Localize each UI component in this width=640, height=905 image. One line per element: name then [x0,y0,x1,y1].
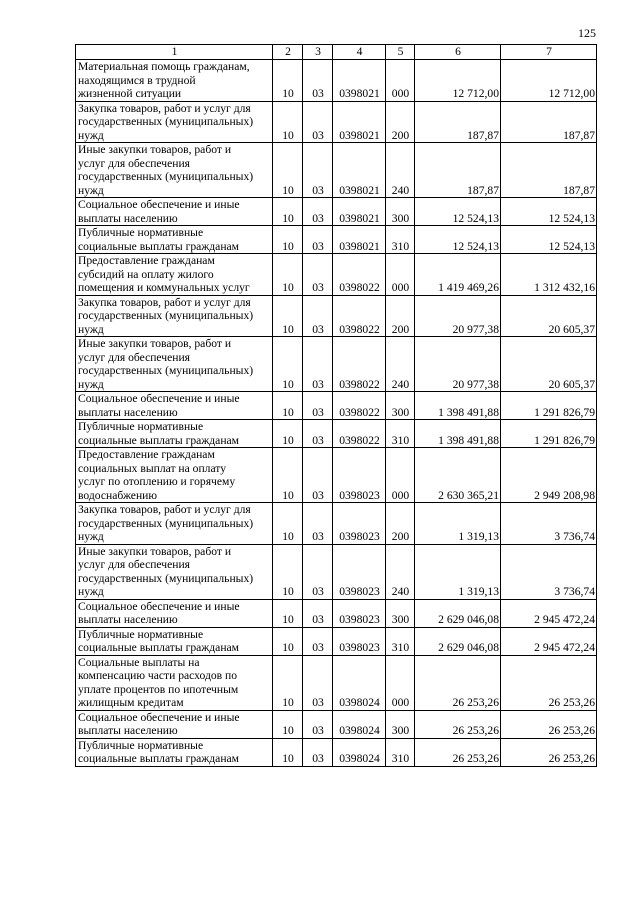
section-code-cell: 10 [273,448,303,503]
target-article-cell: 0398023 [333,448,386,503]
amount-col6-cell: 12 524,13 [415,226,501,254]
expense-type-cell: 300 [386,198,415,226]
table-row [76,143,597,198]
subsection-code-cell: 03 [303,226,333,254]
amount-col6-cell: 26 253,26 [415,710,501,738]
expense-type-cell: 310 [386,226,415,254]
target-article-cell: 0398024 [333,738,386,766]
amount-col6-cell: 2 629 046,08 [415,599,501,627]
subsection-code-cell: 03 [303,101,333,143]
table-row [76,503,597,545]
section-code-cell: 10 [273,503,303,545]
amount-col7-cell: 26 253,26 [501,655,597,710]
amount-col7-cell: 12 712,00 [501,60,597,102]
section-code-cell: 10 [273,101,303,143]
amount-col7-cell: 187,87 [501,143,597,198]
target-article-cell: 0398021 [333,143,386,198]
expense-type-cell: 200 [386,101,415,143]
amount-col6-cell: 12 524,13 [415,198,501,226]
amount-col6-cell: 20 977,38 [415,295,501,337]
target-article-cell: 0398022 [333,420,386,448]
row-name-cell: Иные закупки товаров, работ и услуг для обеспечения государственных (муниципальных) нужд [76,143,273,198]
target-article-cell: 0398023 [333,544,386,599]
amount-col6-cell: 187,87 [415,143,501,198]
subsection-code-cell: 03 [303,60,333,102]
amount-col7-cell: 1 291 826,79 [501,392,597,420]
subsection-code-cell: 03 [303,198,333,226]
row-name-cell: Закупка товаров, работ и услуг для государственных (муниципальных) нужд [76,101,273,143]
target-article-cell: 0398021 [333,101,386,143]
amount-col7-cell: 20 605,37 [501,295,597,337]
table-row [76,60,597,102]
column-header: 1 [76,45,273,60]
target-article-cell: 0398022 [333,392,386,420]
table-row [76,655,597,710]
expense-type-cell: 240 [386,544,415,599]
page-number: 125 [578,26,596,40]
table-row [76,448,597,503]
row-name-cell: Материальная помощь гражданам, находящимся в трудной жизненной ситуации [76,60,273,102]
expense-type-cell: 000 [386,254,415,296]
row-name-cell: Социальное обеспечение и иные выплаты населению [76,392,273,420]
subsection-code-cell: 03 [303,738,333,766]
table-row [76,710,597,738]
section-code-cell: 10 [273,599,303,627]
row-name-cell: Социальные выплаты на компенсацию части расходов по уплате процентов по ипотечным жилищным кредитам [76,655,273,710]
subsection-code-cell: 03 [303,392,333,420]
amount-col6-cell: 26 253,26 [415,738,501,766]
section-code-cell: 10 [273,337,303,392]
subsection-code-cell: 03 [303,295,333,337]
expense-type-cell: 200 [386,295,415,337]
amount-col7-cell: 20 605,37 [501,337,597,392]
expense-type-cell: 240 [386,143,415,198]
table-row [76,101,597,143]
expense-type-cell: 300 [386,392,415,420]
amount-col7-cell: 26 253,26 [501,710,597,738]
row-name-cell: Публичные нормативные социальные выплаты гражданам [76,738,273,766]
expense-type-cell: 310 [386,738,415,766]
amount-col7-cell: 12 524,13 [501,226,597,254]
section-code-cell: 10 [273,710,303,738]
expense-type-cell: 310 [386,420,415,448]
table-row [76,627,597,655]
section-code-cell: 10 [273,295,303,337]
column-header: 2 [273,45,303,60]
section-code-cell: 10 [273,254,303,296]
expense-type-cell: 240 [386,337,415,392]
row-name-cell: Закупка товаров, работ и услуг для государственных (муниципальных) нужд [76,295,273,337]
table-row [76,295,597,337]
subsection-code-cell: 03 [303,337,333,392]
row-name-cell: Иные закупки товаров, работ и услуг для обеспечения государственных (муниципальных) нужд [76,544,273,599]
subsection-code-cell: 03 [303,655,333,710]
amount-col7-cell: 2 949 208,98 [501,448,597,503]
target-article-cell: 0398023 [333,599,386,627]
row-name-cell: Иные закупки товаров, работ и услуг для обеспечения государственных (муниципальных) нужд [76,337,273,392]
target-article-cell: 0398024 [333,655,386,710]
expense-type-cell: 300 [386,599,415,627]
table-row [76,226,597,254]
amount-col7-cell: 2 945 472,24 [501,599,597,627]
target-article-cell: 0398021 [333,198,386,226]
section-code-cell: 10 [273,226,303,254]
table-body [76,60,597,767]
row-name-cell: Публичные нормативные социальные выплаты гражданам [76,420,273,448]
section-code-cell: 10 [273,392,303,420]
target-article-cell: 0398023 [333,627,386,655]
table-row [76,254,597,296]
amount-col6-cell: 26 253,26 [415,655,501,710]
amount-col6-cell: 12 712,00 [415,60,501,102]
subsection-code-cell: 03 [303,143,333,198]
amount-col7-cell: 3 736,74 [501,544,597,599]
row-name-cell: Публичные нормативные социальные выплаты гражданам [76,226,273,254]
row-name-cell: Социальное обеспечение и иные выплаты населению [76,599,273,627]
amount-col6-cell: 1 419 469,26 [415,254,501,296]
table-row [76,544,597,599]
expense-type-cell: 000 [386,448,415,503]
table-row [76,738,597,766]
subsection-code-cell: 03 [303,599,333,627]
amount-col6-cell: 1 319,13 [415,503,501,545]
amount-col6-cell: 1 398 491,88 [415,420,501,448]
budget-table [75,44,597,767]
amount-col6-cell: 2 629 046,08 [415,627,501,655]
target-article-cell: 0398021 [333,60,386,102]
expense-type-cell: 000 [386,655,415,710]
column-header: 4 [333,45,386,60]
section-code-cell: 10 [273,143,303,198]
table-row [76,420,597,448]
section-code-cell: 10 [273,627,303,655]
amount-col6-cell: 2 630 365,21 [415,448,501,503]
column-header: 5 [386,45,415,60]
target-article-cell: 0398021 [333,226,386,254]
amount-col7-cell: 1 312 432,16 [501,254,597,296]
amount-col7-cell: 3 736,74 [501,503,597,545]
subsection-code-cell: 03 [303,254,333,296]
row-name-cell: Закупка товаров, работ и услуг для государственных (муниципальных) нужд [76,503,273,545]
target-article-cell: 0398022 [333,254,386,296]
table-row [76,198,597,226]
target-article-cell: 0398022 [333,337,386,392]
target-article-cell: 0398024 [333,710,386,738]
expense-type-cell: 300 [386,710,415,738]
section-code-cell: 10 [273,198,303,226]
row-name-cell: Публичные нормативные социальные выплаты гражданам [76,627,273,655]
row-name-cell: Предоставление гражданам субсидий на оплату жилого помещения и коммунальных услуг [76,254,273,296]
section-code-cell: 10 [273,738,303,766]
expense-type-cell: 200 [386,503,415,545]
table-row [76,337,597,392]
section-code-cell: 10 [273,655,303,710]
amount-col7-cell: 187,87 [501,101,597,143]
amount-col7-cell: 1 291 826,79 [501,420,597,448]
subsection-code-cell: 03 [303,710,333,738]
amount-col7-cell: 2 945 472,24 [501,627,597,655]
subsection-code-cell: 03 [303,503,333,545]
subsection-code-cell: 03 [303,420,333,448]
column-header: 6 [415,45,501,60]
amount-col6-cell: 1 319,13 [415,544,501,599]
table-row [76,599,597,627]
target-article-cell: 0398023 [333,503,386,545]
target-article-cell: 0398022 [333,295,386,337]
header-row [76,45,597,60]
section-code-cell: 10 [273,544,303,599]
row-name-cell: Социальное обеспечение и иные выплаты населению [76,710,273,738]
amount-col6-cell: 1 398 491,88 [415,392,501,420]
amount-col6-cell: 20 977,38 [415,337,501,392]
amount-col7-cell: 12 524,13 [501,198,597,226]
expense-type-cell: 310 [386,627,415,655]
column-header: 7 [501,45,597,60]
section-code-cell: 10 [273,60,303,102]
expense-type-cell: 000 [386,60,415,102]
amount-col7-cell: 26 253,26 [501,738,597,766]
table-row [76,392,597,420]
subsection-code-cell: 03 [303,448,333,503]
row-name-cell: Предоставление гражданам социальных выплат на оплату услуг по отоплению и горячему водоснабжению [76,448,273,503]
subsection-code-cell: 03 [303,627,333,655]
amount-col6-cell: 187,87 [415,101,501,143]
subsection-code-cell: 03 [303,544,333,599]
section-code-cell: 10 [273,420,303,448]
column-header: 3 [303,45,333,60]
row-name-cell: Социальное обеспечение и иные выплаты населению [76,198,273,226]
